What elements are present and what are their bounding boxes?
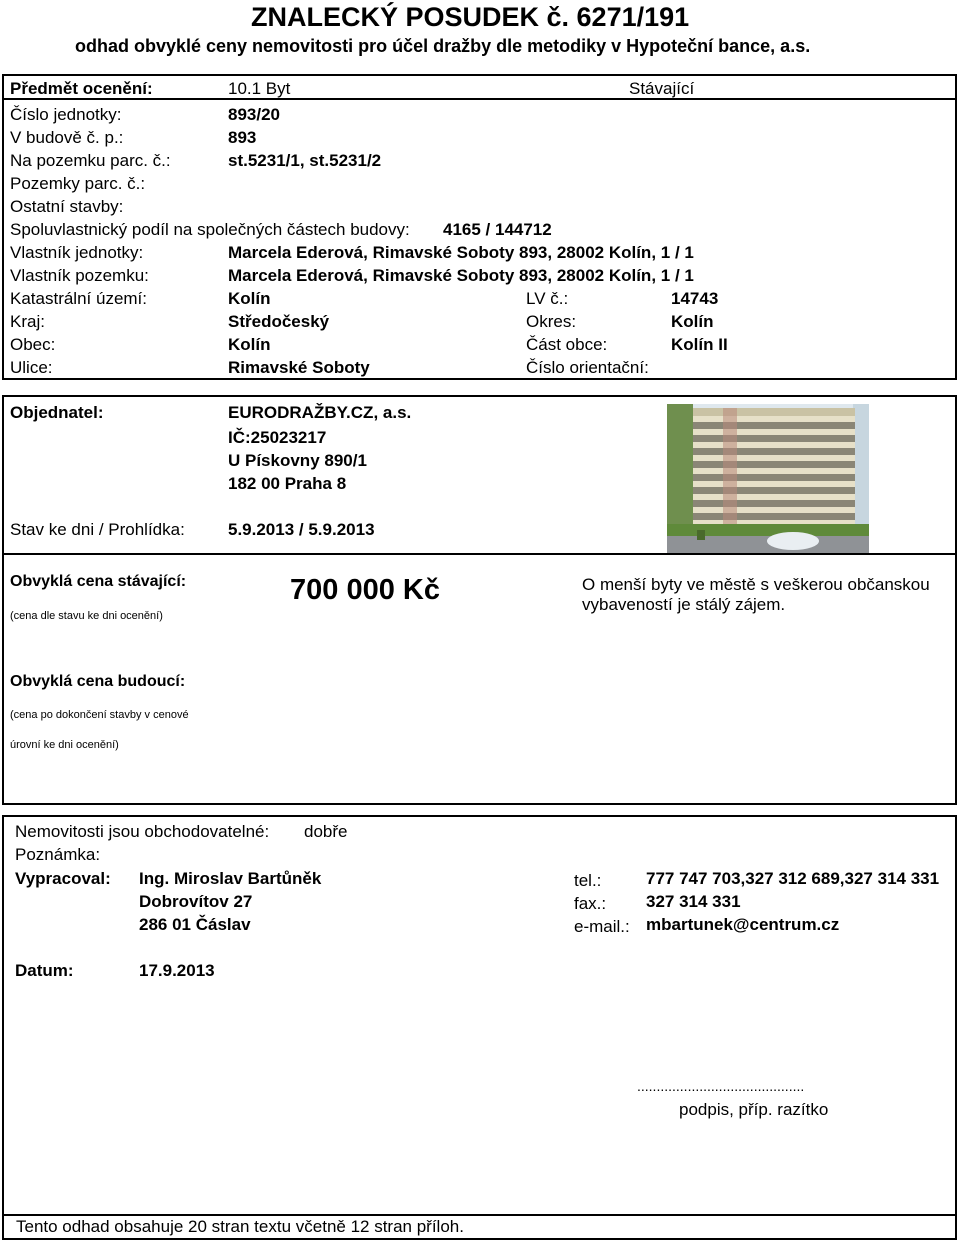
fax-value: 327 314 331 — [646, 892, 741, 911]
marketable-value: dobře — [304, 822, 348, 841]
region-value: Středočeský — [228, 312, 330, 331]
signature-label: podpis, příp. razítko — [679, 1100, 829, 1119]
current-price-label: Obvyklá cena stávající: — [10, 573, 187, 590]
building-photo — [667, 404, 869, 553]
client-street: U Pískovny 890/1 — [228, 451, 367, 470]
appraiser-street: Dobrovítov 27 — [139, 892, 253, 911]
land-parcels-label: Pozemky parc. č.: — [10, 174, 146, 193]
municipality-label: Obec: — [10, 335, 56, 354]
client-divider — [2, 553, 957, 555]
marketable-label: Nemovitosti jsou obchodovatelné: — [15, 822, 270, 841]
price-comment-line1: O menší byty ve městě s veškerou občanskou — [582, 575, 930, 594]
pages-note: Tento odhad obsahuje 20 stran textu včetně 12 stran příloh. — [16, 1217, 464, 1236]
subject-status: Stávající — [629, 79, 695, 98]
client-city: 182 00 Praha 8 — [228, 474, 347, 493]
state-label: Stav ke dni / Prohlídka: — [10, 520, 185, 539]
fax-label: fax.: — [574, 894, 607, 913]
photo-balcony-rows — [693, 416, 855, 526]
client-ic: IČ:25023217 — [228, 428, 327, 447]
share-label: Spoluvlastnický podíl na společných částech budovy: — [10, 220, 410, 239]
building-photo-drawing — [667, 404, 869, 553]
lv-label: LV č.: — [526, 289, 569, 308]
unit-owner-value: Marcela Ederová, Rimavské Soboty 893, 28002 Kolín, 1 / 1 — [228, 243, 694, 262]
future-price-label: Obvyklá cena budoucí: — [10, 673, 186, 690]
date-value: 17.9.2013 — [139, 961, 215, 980]
cadastre-label: Katastrální území: — [10, 289, 148, 308]
current-price-note: (cena dle stavu ke dni ocenění) — [10, 610, 163, 622]
district-label: Okres: — [526, 312, 577, 331]
street-value: Rimavské Soboty — [228, 358, 370, 377]
unit-no-value: 893/20 — [228, 105, 280, 124]
current-price-value: 700 000 Kč — [290, 574, 440, 606]
street-label: Ulice: — [10, 358, 53, 377]
note-label: Poznámka: — [15, 845, 101, 864]
municipality-part-value: Kolín II — [671, 335, 728, 354]
municipality-part-label: Část obce: — [526, 335, 608, 354]
client-label: Objednatel: — [10, 403, 104, 422]
share-value: 4165 / 144712 — [443, 220, 552, 239]
appraiser-city: 286 01 Čáslav — [139, 915, 251, 934]
tel-label: tel.: — [574, 871, 602, 890]
parcel-label: Na pozemku parc. č.: — [10, 151, 171, 170]
building-value: 893 — [228, 128, 257, 147]
future-price-note-line1: (cena po dokončení stavby v cenové — [10, 709, 189, 721]
client-name: EURODRAŽBY.CZ, a.s. — [228, 403, 412, 422]
state-value: 5.9.2013 / 5.9.2013 — [228, 520, 375, 539]
subject-divider — [2, 98, 957, 100]
parcel-value: st.5231/1, st.5231/2 — [228, 151, 382, 170]
email-label: e-mail.: — [574, 917, 630, 936]
other-buildings-label: Ostatní stavby: — [10, 197, 124, 216]
tel-value: 777 747 703,327 312 689,327 314 331 — [646, 869, 940, 888]
cadastre-value: Kolín — [228, 289, 271, 308]
lv-value: 14743 — [671, 289, 719, 308]
photo-car — [767, 532, 819, 550]
land-owner-label: Vlastník pozemku: — [10, 266, 149, 285]
unit-no-label: Číslo jednotky: — [10, 105, 122, 124]
municipality-value: Kolín — [228, 335, 271, 354]
price-comment-line2: vybaveností je stálý zájem. — [582, 595, 786, 614]
photo-tree-left — [667, 404, 693, 524]
photo-shrub — [697, 530, 705, 540]
signature-dots: ........................................... — [637, 1078, 805, 1094]
building-label: V budově č. p.: — [10, 128, 124, 147]
photo-accent-strip — [723, 408, 737, 532]
document-title: ZNALECKÝ POSUDEK č. 6271/191 — [251, 2, 690, 32]
unit-owner-label: Vlastník jednotky: — [10, 243, 144, 262]
future-price-note-line2: úrovní ke dni ocenění) — [10, 739, 119, 751]
region-label: Kraj: — [10, 312, 45, 331]
document-subtitle: odhad obvyklé ceny nemovitosti pro účel dražby dle metodiky v Hypoteční bance, a.s. — [75, 36, 811, 56]
district-value: Kolín — [671, 312, 714, 331]
land-owner-value: Marcela Ederová, Rimavské Soboty 893, 28002 Kolín, 1 / 1 — [228, 266, 694, 285]
subject-value: 10.1 Byt — [228, 79, 291, 98]
subject-label: Předmět ocenění: — [10, 79, 153, 98]
date-label: Datum: — [15, 961, 74, 980]
prepared-label: Vypracoval: — [15, 869, 111, 888]
email-value: mbartunek@centrum.cz — [646, 915, 840, 934]
photo-side — [853, 404, 869, 529]
footer-divider — [2, 1214, 957, 1216]
orientation-no-label: Číslo orientační: — [526, 358, 649, 377]
appraiser-name: Ing. Miroslav Bartůněk — [139, 869, 322, 888]
